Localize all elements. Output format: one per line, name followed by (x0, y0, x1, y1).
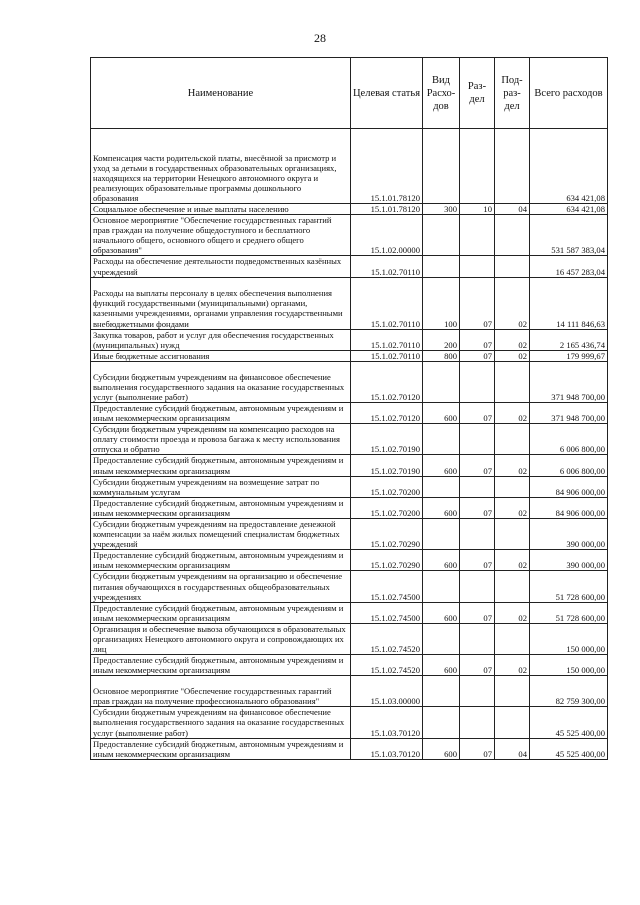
row-target-code: 15.1.01.78120 (351, 204, 423, 215)
row-name: Субсидии бюджетным учреждениям на возмещение затрат по коммунальным услугам (91, 476, 351, 497)
row-amount: 634 421,08 (530, 129, 608, 204)
row-amount: 150 000,00 (530, 623, 608, 654)
row-amount: 371 948 700,00 (530, 402, 608, 423)
row-subsection: 02 (495, 277, 530, 329)
row-name: Субсидии бюджетным учреждениям на финансовое обеспечение выполнения государственного задания на оказание государственных услуг (выполнение работ) (91, 707, 351, 738)
row-expense-type: 600 (423, 455, 460, 476)
row-expense-type: 200 (423, 329, 460, 350)
table-row (91, 707, 608, 738)
table-row (91, 277, 608, 329)
row-expense-type: 600 (423, 497, 460, 518)
row-section: 07 (460, 497, 495, 518)
header-section: Раз- дел (460, 58, 495, 129)
row-target-code: 15.1.03.00000 (351, 676, 423, 707)
row-amount: 14 111 846,63 (530, 277, 608, 329)
table-row (91, 676, 608, 707)
row-subsection (495, 215, 530, 256)
row-expense-type: 100 (423, 277, 460, 329)
row-subsection: 02 (495, 550, 530, 571)
row-section: 07 (460, 329, 495, 350)
table-row (91, 623, 608, 654)
row-target-code: 15.1.03.70120 (351, 707, 423, 738)
row-expense-type (423, 676, 460, 707)
row-subsection (495, 361, 530, 402)
row-target-code: 15.1.02.70110 (351, 329, 423, 350)
row-subsection: 02 (495, 402, 530, 423)
row-section (460, 707, 495, 738)
row-amount: 2 165 436,74 (530, 329, 608, 350)
row-subsection (495, 476, 530, 497)
row-name: Предоставление субсидий бюджетным, автономным учреждениям и иным некоммерческим организациям (91, 550, 351, 571)
row-subsection: 04 (495, 738, 530, 759)
row-expense-type: 800 (423, 350, 460, 361)
row-subsection (495, 571, 530, 602)
table-row (91, 571, 608, 602)
row-subsection (495, 623, 530, 654)
row-amount: 82 759 300,00 (530, 676, 608, 707)
row-amount: 179 999,67 (530, 350, 608, 361)
row-name: Иные бюджетные ассигнования (91, 350, 351, 361)
row-expense-type (423, 518, 460, 549)
row-target-code: 15.1.02.00000 (351, 215, 423, 256)
row-section: 07 (460, 402, 495, 423)
row-name: Компенсация части родительской платы, внесённой за присмотр и уход за детьми в государственных образовательных организациях, находящихся на территории Ненецкого автономного округа и реализующих образовательные программы дошкольного образования (91, 129, 351, 204)
row-target-code: 15.1.02.70110 (351, 350, 423, 361)
row-expense-type: 600 (423, 602, 460, 623)
row-target-code: 15.1.02.70190 (351, 424, 423, 455)
row-name: Субсидии бюджетным учреждениям на организацию и обеспечение питания обучающихся в государственных общеобразовательных учреждениях (91, 571, 351, 602)
row-name: Предоставление субсидий бюджетным, автономным учреждениям и иным некоммерческим организациям (91, 738, 351, 759)
row-expense-type (423, 361, 460, 402)
row-target-code: 15.1.02.70200 (351, 476, 423, 497)
row-name: Социальное обеспечение и иные выплаты населению (91, 204, 351, 215)
row-amount: 390 000,00 (530, 518, 608, 549)
table-row (91, 550, 608, 571)
row-section (460, 129, 495, 204)
row-amount: 390 000,00 (530, 550, 608, 571)
row-name: Предоставление субсидий бюджетным, автономным учреждениям и иным некоммерческим организациям (91, 655, 351, 676)
row-section: 10 (460, 204, 495, 215)
row-name: Основное мероприятие "Обеспечение государственных гарантий прав граждан на получение профессионального образования" (91, 676, 351, 707)
row-subsection (495, 676, 530, 707)
row-subsection: 02 (495, 655, 530, 676)
row-target-code: 15.1.02.74500 (351, 571, 423, 602)
header-row (91, 58, 608, 129)
row-name: Расходы на выплаты персоналу в целях обеспечения выполнения функций государственными (муниципальными) органами, казенными учреждениями, органами управления государственными внебюджетными фондами (91, 277, 351, 329)
row-amount: 84 906 000,00 (530, 497, 608, 518)
table-row (91, 476, 608, 497)
row-target-code: 15.1.02.70110 (351, 277, 423, 329)
row-name: Организация и обеспечение вывоза обучающихся в образовательных организациях Ненецкого автономного округа и сопровождающих их лиц (91, 623, 351, 654)
row-amount: 45 525 400,00 (530, 707, 608, 738)
row-section (460, 361, 495, 402)
table-row (91, 424, 608, 455)
row-name: Основное мероприятие "Обеспечение государственных гарантий прав граждан на получение общедоступного и бесплатного начального общего, основного общего и среднего общего образования" (91, 215, 351, 256)
row-subsection (495, 129, 530, 204)
table-row (91, 129, 608, 204)
row-subsection: 02 (495, 455, 530, 476)
row-name: Предоставление субсидий бюджетным, автономным учреждениям и иным некоммерческим организациям (91, 602, 351, 623)
row-expense-type (423, 476, 460, 497)
row-expense-type (423, 707, 460, 738)
row-section (460, 571, 495, 602)
row-expense-type: 600 (423, 402, 460, 423)
table-row (91, 350, 608, 361)
row-target-code: 15.1.02.70110 (351, 256, 423, 277)
table-row (91, 361, 608, 402)
row-section (460, 424, 495, 455)
row-amount: 51 728 600,00 (530, 602, 608, 623)
row-expense-type: 600 (423, 550, 460, 571)
row-section (460, 676, 495, 707)
row-subsection: 02 (495, 602, 530, 623)
row-amount: 84 906 000,00 (530, 476, 608, 497)
table-row (91, 402, 608, 423)
row-name: Предоставление субсидий бюджетным, автономным учреждениям и иным некоммерческим организациям (91, 402, 351, 423)
row-subsection (495, 518, 530, 549)
row-amount: 16 457 283,04 (530, 256, 608, 277)
row-expense-type (423, 256, 460, 277)
row-section (460, 476, 495, 497)
row-subsection: 02 (495, 497, 530, 518)
row-target-code: 15.1.02.74520 (351, 623, 423, 654)
row-name: Закупка товаров, работ и услуг для обеспечения государственных (муниципальных) нужд (91, 329, 351, 350)
row-section (460, 256, 495, 277)
row-amount: 150 000,00 (530, 655, 608, 676)
row-expense-type: 600 (423, 655, 460, 676)
row-amount: 45 525 400,00 (530, 738, 608, 759)
row-name: Субсидии бюджетным учреждениям на компенсацию расходов на оплату стоимости проезда и провоза багажа к месту использования отпуска и обратно (91, 424, 351, 455)
table-row (91, 329, 608, 350)
row-subsection: 02 (495, 350, 530, 361)
row-section (460, 623, 495, 654)
row-name: Субсидии бюджетным учреждениям на финансовое обеспечение выполнения государственного задания на оказание государственных услуг (выполнение работ) (91, 361, 351, 402)
row-amount: 531 587 383,04 (530, 215, 608, 256)
table-row (91, 455, 608, 476)
row-target-code: 15.1.03.70120 (351, 738, 423, 759)
table-row (91, 602, 608, 623)
header-target: Целевая статья (351, 58, 423, 129)
row-target-code: 15.1.02.74500 (351, 602, 423, 623)
row-expense-type (423, 424, 460, 455)
table-row (91, 204, 608, 215)
budget-table (90, 57, 608, 760)
row-subsection (495, 707, 530, 738)
header-total: Всего расходов (530, 58, 608, 129)
row-target-code: 15.1.02.70190 (351, 455, 423, 476)
row-name: Расходы на обеспечение деятельности подведомственных казённых учреждений (91, 256, 351, 277)
row-amount: 634 421,08 (530, 204, 608, 215)
row-subsection: 04 (495, 204, 530, 215)
header-subsection: Под- раз- дел (495, 58, 530, 129)
table-row (91, 497, 608, 518)
row-expense-type (423, 623, 460, 654)
row-target-code: 15.1.02.70200 (351, 497, 423, 518)
row-section (460, 518, 495, 549)
row-name: Предоставление субсидий бюджетным, автономным учреждениям и иным некоммерческим организациям (91, 497, 351, 518)
table-row (91, 738, 608, 759)
row-amount: 371 948 700,00 (530, 361, 608, 402)
row-subsection (495, 256, 530, 277)
row-expense-type (423, 215, 460, 256)
row-section: 07 (460, 602, 495, 623)
row-expense-type (423, 571, 460, 602)
row-section: 07 (460, 738, 495, 759)
row-section (460, 215, 495, 256)
row-expense-type: 600 (423, 738, 460, 759)
row-expense-type: 300 (423, 204, 460, 215)
table-row (91, 256, 608, 277)
row-name: Предоставление субсидий бюджетным, автономным учреждениям и иным некоммерческим организациям (91, 455, 351, 476)
row-target-code: 15.1.02.70290 (351, 518, 423, 549)
header-type: Вид Расхо- дов (423, 58, 460, 129)
row-subsection (495, 424, 530, 455)
row-amount: 6 006 800,00 (530, 424, 608, 455)
row-section: 07 (460, 350, 495, 361)
row-target-code: 15.1.02.70120 (351, 402, 423, 423)
row-section: 07 (460, 277, 495, 329)
row-target-code: 15.1.02.70120 (351, 361, 423, 402)
row-section: 07 (460, 655, 495, 676)
row-section: 07 (460, 550, 495, 571)
row-name: Субсидии бюджетным учреждениям на предоставление денежной компенсации за наём жилых помещений специалистам бюджетных учреждений (91, 518, 351, 549)
table-row (91, 215, 608, 256)
row-target-code: 15.1.02.70290 (351, 550, 423, 571)
row-amount: 51 728 600,00 (530, 571, 608, 602)
row-subsection: 02 (495, 329, 530, 350)
table-row (91, 518, 608, 549)
row-expense-type (423, 129, 460, 204)
table-row (91, 655, 608, 676)
row-section: 07 (460, 455, 495, 476)
header-name: Наименование (91, 58, 351, 129)
row-target-code: 15.1.01.78120 (351, 129, 423, 204)
page-number: 28 (314, 31, 326, 45)
row-target-code: 15.1.02.74520 (351, 655, 423, 676)
row-amount: 6 006 800,00 (530, 455, 608, 476)
